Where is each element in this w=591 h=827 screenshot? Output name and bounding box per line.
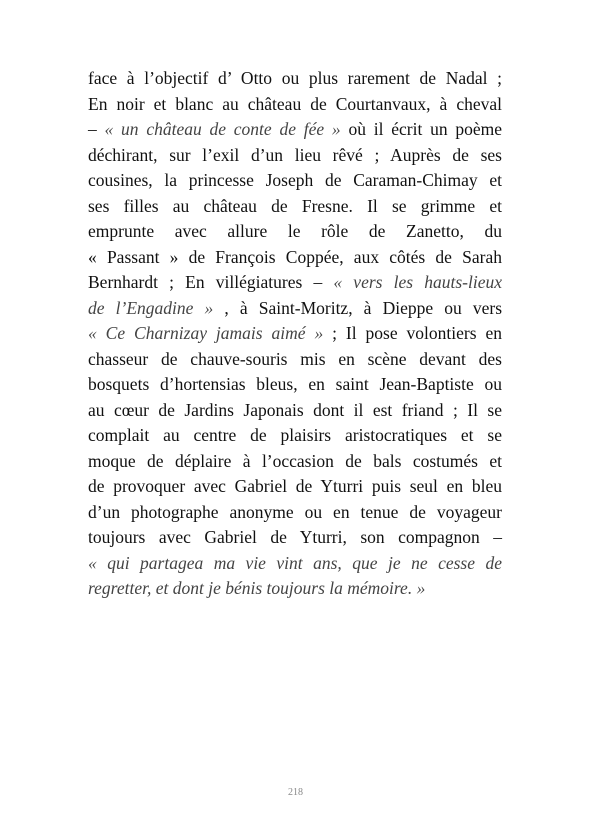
text-line: [88, 168, 502, 194]
text-line: [88, 551, 502, 577]
body-text: chasseur de chauve-souris mis en scène devant des: [88, 348, 502, 369]
text-line: [88, 296, 502, 322]
text-line: [88, 66, 502, 92]
text-line: [88, 194, 502, 220]
italic-quote-text: « un château de conte de fée »: [104, 119, 341, 139]
body-text: de provoquer avec Gabriel de Yturri puis seul en bleu: [88, 476, 502, 496]
text-line: [88, 525, 502, 551]
text-line: [88, 245, 502, 271]
body-text: déchirant, sur l’exil d’un lieu rêvé ; Auprès de ses: [88, 144, 502, 165]
italic-quote-text: « vers les hauts-lieux: [333, 272, 503, 292]
italic-quote-text: regretter, et dont je bénis toujours la mémoire. »: [88, 578, 426, 598]
body-text: –: [88, 119, 105, 139]
body-text: cousines, la princesse Joseph de Caraman-Chimay et: [88, 170, 502, 190]
body-text: Bernhardt ; En villégiatures –: [88, 272, 334, 292]
text-line: [88, 117, 502, 143]
text-line: [88, 219, 502, 245]
text-line: [88, 500, 502, 526]
body-text: En noir et blanc au château de Courtanvaux, à cheval: [88, 93, 502, 114]
body-text: d’un photographe anonyme ou en tenue de voyageur: [88, 501, 502, 522]
body-text: bosquets d’hortensias bleus, en saint Jean-Baptiste ou: [88, 374, 502, 394]
text-line: [88, 270, 502, 296]
body-paragraph: [88, 66, 502, 602]
text-line: [88, 398, 502, 424]
page-number: 218: [288, 787, 303, 798]
italic-quote-text: de l’Engadine »: [88, 297, 214, 318]
body-text: moque de déplaire à l’occasion de bals costumés et: [88, 450, 502, 471]
italic-quote-text: « Ce Charnizay jamais aimé »: [88, 323, 324, 343]
text-line: [88, 347, 502, 373]
body-text: face à l’objectif d’ Otto ou plus rarement de Nadal ;: [88, 68, 502, 88]
text-line: [88, 372, 502, 398]
text-line: [88, 143, 502, 169]
text-line: [88, 449, 502, 475]
body-text: où il écrit un poème: [340, 119, 502, 139]
body-text: « Passant » de François Coppée, aux côtés de Sarah: [88, 246, 502, 267]
text-line: [88, 576, 502, 602]
body-text: au cœur de Jardins Japonais dont il est friand ; Il se: [88, 399, 502, 420]
text-line: [88, 321, 502, 347]
body-text: complait au centre de plaisirs aristocratiques et se: [88, 425, 502, 445]
body-text: ses filles au château de Fresne. Il se grimme et: [88, 195, 502, 216]
text-line: [88, 92, 502, 118]
body-text: , à Saint-Moritz, à Dieppe ou vers: [213, 297, 502, 318]
text-line: [88, 423, 502, 449]
body-text: toujours avec Gabriel de Yturri, son compagnon –: [88, 527, 502, 547]
text-line: [88, 474, 502, 500]
body-text: emprunte avec allure le rôle de Zanetto, du: [88, 221, 502, 241]
italic-quote-text: « qui partagea ma vie vint ans, que je ne cesse de: [88, 552, 502, 573]
body-text: ; Il pose volontiers en: [323, 323, 502, 343]
